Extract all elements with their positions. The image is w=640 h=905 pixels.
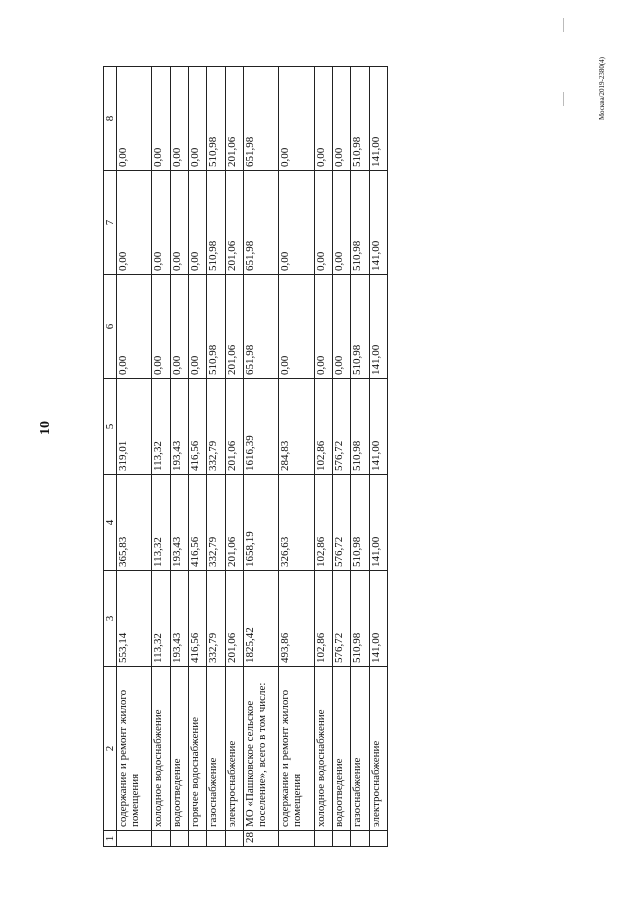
service-name: холодное водоснабжение xyxy=(152,667,170,831)
value-col-7: 0,00 xyxy=(279,171,314,275)
value-col-3: 416,56 xyxy=(188,571,206,667)
value-col-4: 201,06 xyxy=(225,475,243,571)
value-col-6: 0,00 xyxy=(279,275,314,379)
row-number xyxy=(351,831,369,847)
tariff-table xyxy=(103,66,388,847)
value-col-5: 416,56 xyxy=(188,379,206,475)
value-col-3: 332,79 xyxy=(207,571,225,667)
value-col-3: 553,14 xyxy=(117,571,152,667)
value-col-4: 113,32 xyxy=(152,475,170,571)
row-number: 28 xyxy=(244,831,279,847)
value-col-3: 493,86 xyxy=(279,571,314,667)
document-code: Москва/2019-2380(4) xyxy=(598,57,606,120)
service-name: горячее водоснабжение xyxy=(188,667,206,831)
value-col-4: 510,98 xyxy=(351,475,369,571)
table-row xyxy=(188,67,206,847)
row-number xyxy=(332,831,350,847)
value-col-5: 332,79 xyxy=(207,379,225,475)
service-name: содержание и ремонт жилого помещения xyxy=(117,667,152,831)
value-col-8: 510,98 xyxy=(207,67,225,171)
table-row xyxy=(369,67,387,847)
column-number: 8 xyxy=(104,67,117,171)
value-col-4: 141,00 xyxy=(369,475,387,571)
value-col-7: 0,00 xyxy=(314,171,332,275)
value-col-7: 0,00 xyxy=(332,171,350,275)
value-col-8: 0,00 xyxy=(314,67,332,171)
value-col-5: 193,43 xyxy=(170,379,188,475)
value-col-6: 0,00 xyxy=(314,275,332,379)
value-col-3: 1825,42 xyxy=(244,571,279,667)
value-col-6: 141,00 xyxy=(369,275,387,379)
row-number xyxy=(152,831,170,847)
service-name: электроснабжение xyxy=(369,667,387,831)
row-number xyxy=(188,831,206,847)
value-col-4: 193,43 xyxy=(170,475,188,571)
value-col-5: 284,83 xyxy=(279,379,314,475)
tariff-table-container xyxy=(103,67,388,847)
value-col-3: 201,06 xyxy=(225,571,243,667)
value-col-5: 319,01 xyxy=(117,379,152,475)
value-col-3: 141,00 xyxy=(369,571,387,667)
table-row xyxy=(244,67,279,847)
table-row xyxy=(117,67,152,847)
value-col-6: 0,00 xyxy=(188,275,206,379)
value-col-7: 651,98 xyxy=(244,171,279,275)
table-row xyxy=(351,67,369,847)
row-number xyxy=(117,831,152,847)
value-col-4: 102,86 xyxy=(314,475,332,571)
value-col-3: 510,98 xyxy=(351,571,369,667)
value-col-8: 141,00 xyxy=(369,67,387,171)
value-col-4: 576,72 xyxy=(332,475,350,571)
row-number xyxy=(314,831,332,847)
value-col-5: 102,86 xyxy=(314,379,332,475)
table-body xyxy=(104,67,388,847)
value-col-7: 201,06 xyxy=(225,171,243,275)
value-col-5: 576,72 xyxy=(332,379,350,475)
service-name: холодное водоснабжение xyxy=(314,667,332,831)
value-col-6: 0,00 xyxy=(170,275,188,379)
table-row xyxy=(279,67,314,847)
value-col-4: 332,79 xyxy=(207,475,225,571)
value-col-5: 1616,39 xyxy=(244,379,279,475)
row-number xyxy=(279,831,314,847)
value-col-5: 141,00 xyxy=(369,379,387,475)
scan-mark xyxy=(563,18,564,32)
value-col-8: 510,98 xyxy=(351,67,369,171)
service-name: МО «Пашковское сельское поселение», всего в том числе: xyxy=(244,667,279,831)
value-col-3: 576,72 xyxy=(332,571,350,667)
table-row xyxy=(332,67,350,847)
value-col-6: 510,98 xyxy=(207,275,225,379)
value-col-5: 201,06 xyxy=(225,379,243,475)
column-number-row xyxy=(104,67,117,847)
column-number: 7 xyxy=(104,171,117,275)
value-col-7: 510,98 xyxy=(207,171,225,275)
value-col-7: 141,00 xyxy=(369,171,387,275)
value-col-4: 1658,19 xyxy=(244,475,279,571)
value-col-7: 0,00 xyxy=(188,171,206,275)
value-col-3: 102,86 xyxy=(314,571,332,667)
page-number: 10 xyxy=(38,421,53,435)
value-col-7: 0,00 xyxy=(170,171,188,275)
service-name: электроснабжение xyxy=(225,667,243,831)
value-col-7: 510,98 xyxy=(351,171,369,275)
table-row xyxy=(152,67,170,847)
service-name: газоснабжение xyxy=(207,667,225,831)
value-col-8: 0,00 xyxy=(279,67,314,171)
value-col-6: 201,06 xyxy=(225,275,243,379)
service-name: водоотведение xyxy=(170,667,188,831)
table-row xyxy=(225,67,243,847)
value-col-6: 0,00 xyxy=(332,275,350,379)
row-number xyxy=(207,831,225,847)
column-number: 4 xyxy=(104,475,117,571)
value-col-6: 0,00 xyxy=(152,275,170,379)
value-col-5: 113,32 xyxy=(152,379,170,475)
value-col-7: 0,00 xyxy=(117,171,152,275)
value-col-7: 0,00 xyxy=(152,171,170,275)
value-col-3: 193,43 xyxy=(170,571,188,667)
service-name: содержание и ремонт жилого помещения xyxy=(279,667,314,831)
row-number xyxy=(225,831,243,847)
value-col-8: 651,98 xyxy=(244,67,279,171)
value-col-8: 201,06 xyxy=(225,67,243,171)
value-col-4: 326,63 xyxy=(279,475,314,571)
service-name: водоотведение xyxy=(332,667,350,831)
value-col-4: 365,83 xyxy=(117,475,152,571)
row-number xyxy=(170,831,188,847)
value-col-8: 0,00 xyxy=(170,67,188,171)
value-col-6: 0,00 xyxy=(117,275,152,379)
value-col-5: 510,98 xyxy=(351,379,369,475)
column-number: 5 xyxy=(104,379,117,475)
value-col-4: 416,56 xyxy=(188,475,206,571)
row-number xyxy=(369,831,387,847)
table-row xyxy=(207,67,225,847)
service-name: газоснабжение xyxy=(351,667,369,831)
column-number: 3 xyxy=(104,571,117,667)
table-row xyxy=(170,67,188,847)
value-col-8: 0,00 xyxy=(188,67,206,171)
column-number: 2 xyxy=(104,667,117,831)
value-col-3: 113,32 xyxy=(152,571,170,667)
table-row xyxy=(314,67,332,847)
scan-mark xyxy=(563,92,564,106)
value-col-8: 0,00 xyxy=(152,67,170,171)
value-col-6: 510,98 xyxy=(351,275,369,379)
value-col-6: 651,98 xyxy=(244,275,279,379)
value-col-8: 0,00 xyxy=(332,67,350,171)
value-col-8: 0,00 xyxy=(117,67,152,171)
column-number: 1 xyxy=(104,831,117,847)
column-number: 6 xyxy=(104,275,117,379)
